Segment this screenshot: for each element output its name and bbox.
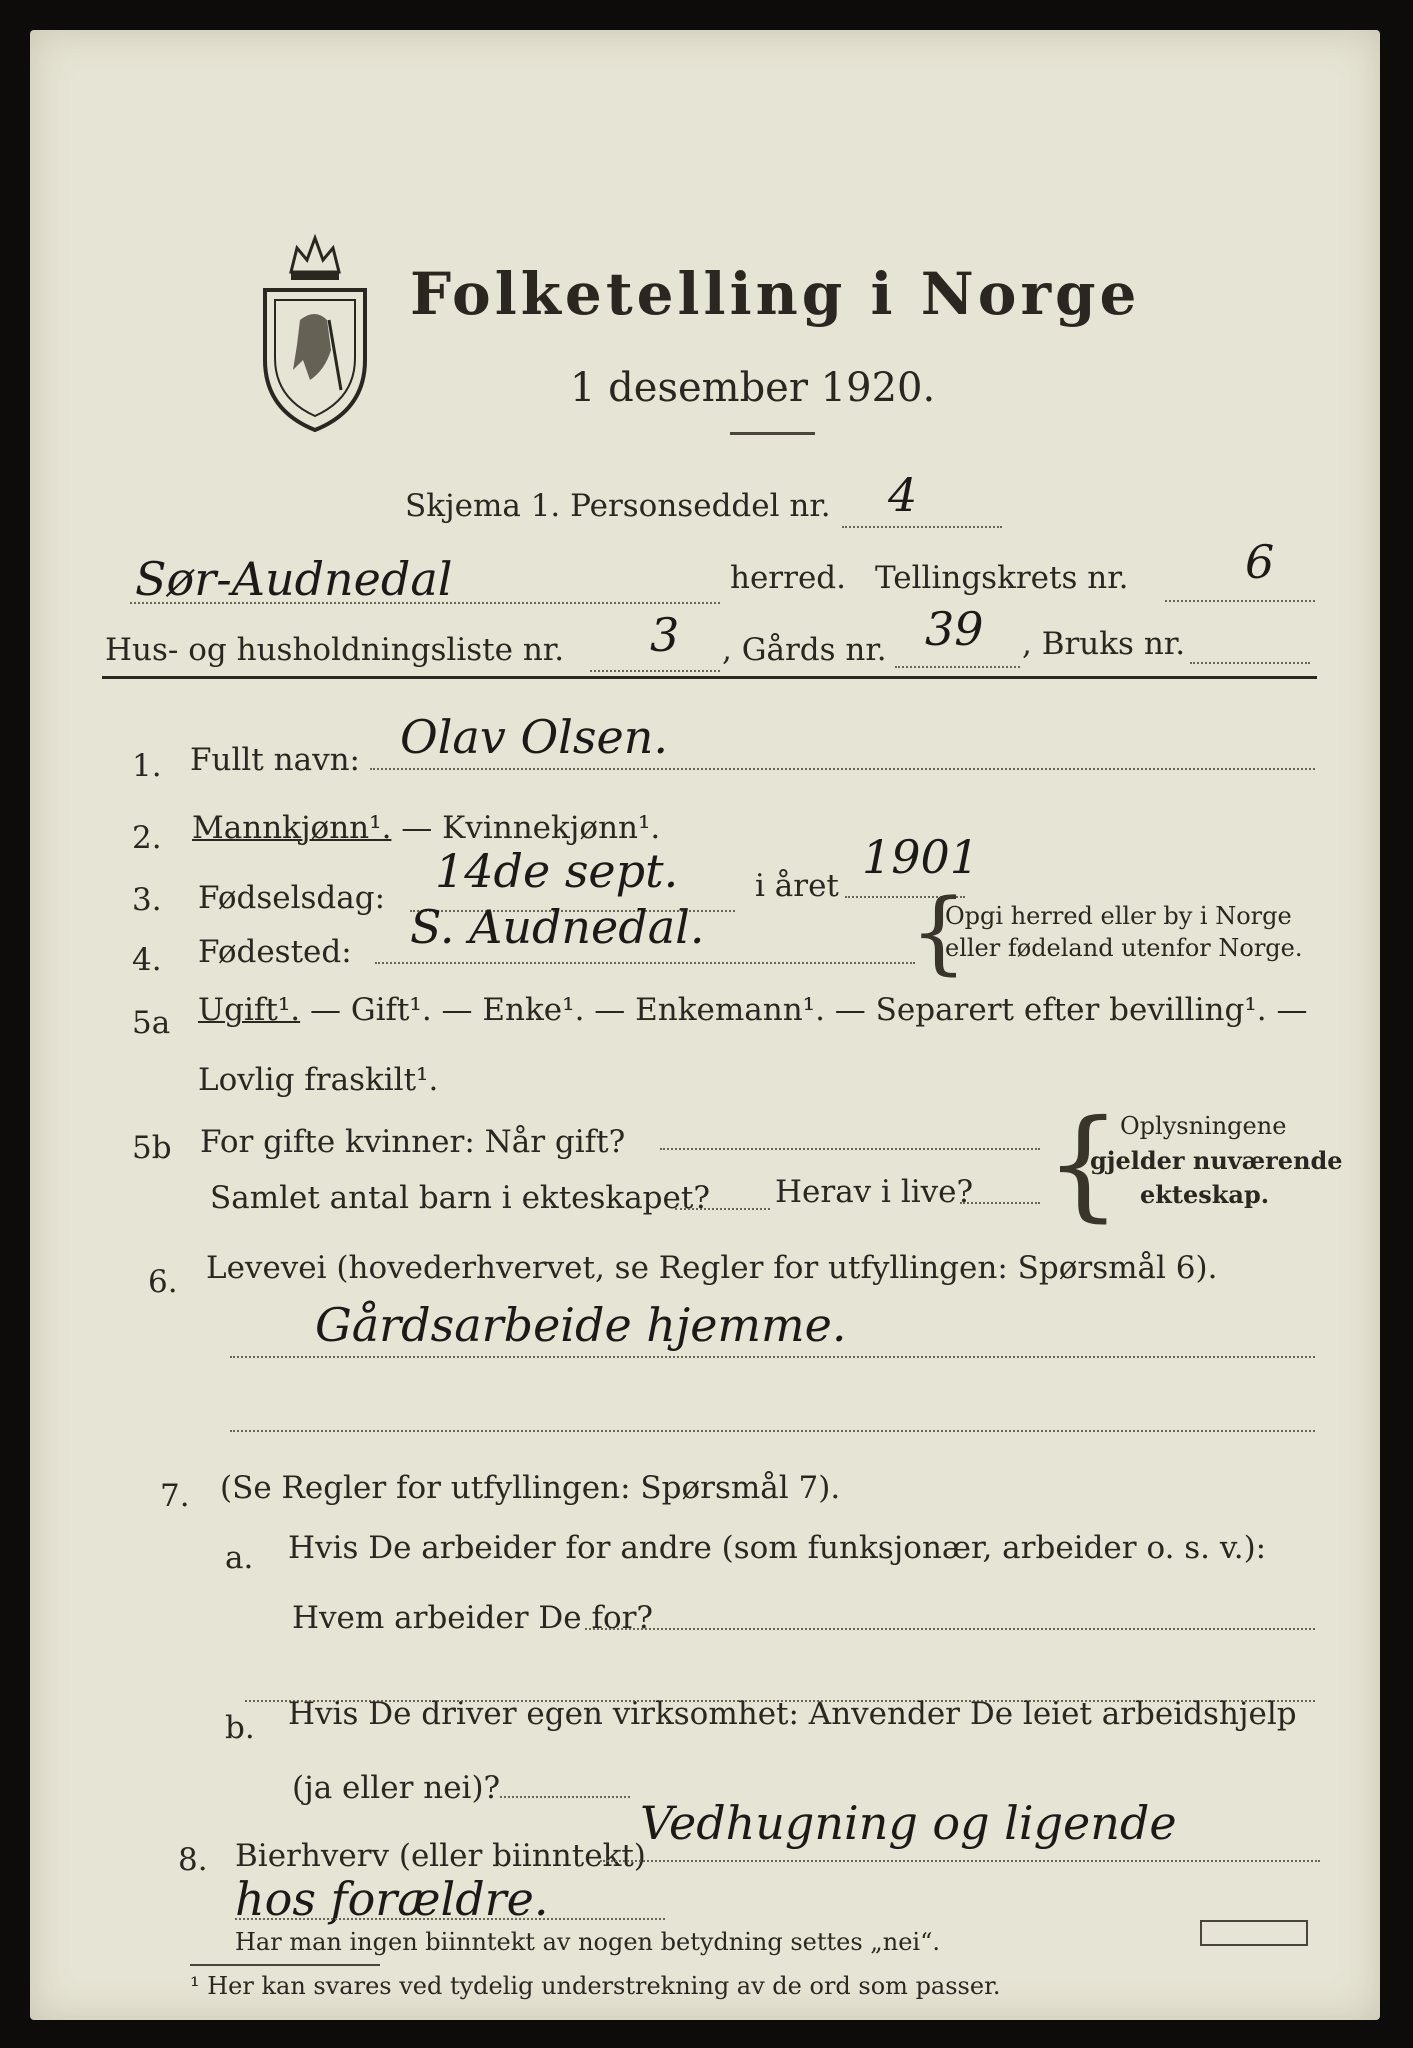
q4-note-line2: eller fødeland utenfor Norge. xyxy=(945,934,1303,962)
q4-number: 4. xyxy=(132,942,162,978)
q1-number: 1. xyxy=(132,748,162,784)
personseddel-nr-value: 4 xyxy=(888,468,918,522)
q5b-note-line3: ekteskap. xyxy=(1140,1180,1270,1209)
q7a-dotline xyxy=(585,1628,1315,1630)
q6-value: Gårdsarbeide hjemme. xyxy=(315,1298,847,1352)
q5b-barn-dotline xyxy=(675,1208,770,1210)
q8-number: 8. xyxy=(178,1842,208,1878)
q4-brace: { xyxy=(910,880,968,985)
q7a-label2: Hvem arbeider De for? xyxy=(292,1600,654,1636)
printer-mark xyxy=(1200,1920,1308,1946)
q5a-options xyxy=(198,992,1307,1028)
hus-dotline xyxy=(590,670,720,672)
hus-nr-value: 3 xyxy=(650,608,680,662)
q7-label: (Se Regler for utfyllingen: Spørsmål 7). xyxy=(220,1470,841,1506)
q5b-number: 5b xyxy=(132,1130,172,1166)
footnote: ¹ Her kan svares ved tydelig understrekning av de ord som passer. xyxy=(190,1972,1001,2000)
q6-dotline-1 xyxy=(230,1356,1315,1358)
q8-value-line2: hos forældre. xyxy=(235,1872,549,1926)
herred-label: herred. xyxy=(730,560,846,596)
q2-number: 2. xyxy=(132,820,162,856)
form-title: Folketelling i Norge xyxy=(410,260,1141,328)
q1-dotline xyxy=(370,768,1315,770)
tellingskrets-dotline xyxy=(1165,600,1315,602)
bruks-label: , Bruks nr. xyxy=(1022,626,1186,662)
municipality-dotline xyxy=(130,602,720,604)
q7b-label: Hvis De driver egen virksomhet: Anvender De leiet arbeidshjelp xyxy=(288,1696,1297,1732)
q1-label: Fullt navn: xyxy=(190,742,360,778)
tellingskrets-label: Tellingskrets nr. xyxy=(875,560,1129,596)
q3-number: 3. xyxy=(132,882,162,918)
q8-note: Har man ingen biinntekt av nogen betydning settes „nei“. xyxy=(235,1928,940,1956)
q2-options xyxy=(192,810,660,846)
tellingskrets-nr-value: 6 xyxy=(1245,535,1275,589)
q5b-gift-dotline xyxy=(660,1148,1040,1150)
q5b-herav-dotline xyxy=(960,1202,1040,1204)
q3-year-value: 1901 xyxy=(862,830,980,884)
q8-label: Bierhverv (eller biinntekt) xyxy=(235,1838,646,1874)
q5b-label2: Samlet antal barn i ekteskapet? xyxy=(210,1180,710,1216)
q7a-label: Hvis De arbeider for andre (som funksjonær, arbeider o. s. v.): xyxy=(288,1530,1267,1566)
census-form-sheet xyxy=(30,30,1380,2020)
bruks-dotline xyxy=(1190,662,1310,664)
footnote-divider xyxy=(190,1964,380,1966)
gards-nr-value: 39 xyxy=(925,602,984,656)
q7b-dotline xyxy=(500,1796,630,1798)
q2-kvinnekjonn: — Kvinnekjønn¹. xyxy=(391,810,661,846)
header-rule xyxy=(102,676,1317,679)
q5a-other-options: — Gift¹. — Enke¹. — Enkemann¹. — Separert efter bevilling¹. — xyxy=(300,992,1308,1028)
q4-value: S. Audnedal. xyxy=(410,900,705,954)
q4-dotline xyxy=(375,962,915,964)
municipality-value: Sør-Audnedal xyxy=(135,552,453,606)
gards-dotline xyxy=(895,666,1020,668)
coat-of-arms-icon xyxy=(245,220,385,435)
q6-label: Levevei (hovederhvervet, se Regler for utfyllingen: Spørsmål 6). xyxy=(206,1250,1218,1286)
q8-dotline xyxy=(600,1860,1320,1862)
q5b-herav-label: Herav i live? xyxy=(775,1174,974,1210)
q8-value: Vedhugning og ligende xyxy=(640,1796,1177,1850)
q7a-letter: a. xyxy=(225,1540,254,1576)
q1-value: Olav Olsen. xyxy=(400,710,668,764)
gards-label: , Gårds nr. xyxy=(722,632,887,668)
q5a-line2: Lovlig fraskilt¹. xyxy=(198,1062,439,1098)
q5b-note-line2: gjelder nuværende xyxy=(1090,1146,1343,1175)
q4-note-line1: Opgi herred eller by i Norge xyxy=(945,902,1292,930)
q6-dotline-2 xyxy=(230,1430,1315,1432)
q2-mannkjonn: Mannkjønn¹. xyxy=(192,810,392,846)
q5b-note-line1: Oplysningene xyxy=(1120,1112,1287,1140)
hus-label: Hus- og husholdningsliste nr. xyxy=(105,632,565,668)
personseddel-dotline xyxy=(842,526,1002,528)
q7-number: 7. xyxy=(160,1478,190,1514)
q5b-label: For gifte kvinner: Når gift? xyxy=(200,1124,626,1160)
q3-label: Fødselsdag: xyxy=(198,880,386,916)
q7b-label2: (ja eller nei)? xyxy=(292,1770,501,1806)
q5a-number: 5a xyxy=(132,1005,171,1041)
schema-label: Skjema 1. Personseddel nr. xyxy=(405,488,831,524)
q8-dotline-2 xyxy=(235,1918,665,1920)
q3-value: 14de sept. xyxy=(435,844,679,898)
q5a-ugift: Ugift¹. xyxy=(198,992,301,1028)
q4-label: Fødested: xyxy=(198,934,352,970)
q7b-letter: b. xyxy=(225,1710,255,1746)
q6-number: 6. xyxy=(148,1264,178,1300)
q5b-brace: { xyxy=(1045,1095,1122,1234)
title-divider xyxy=(730,432,815,435)
q3-year-label: i året xyxy=(755,868,839,904)
census-date: 1 desember 1920. xyxy=(570,365,936,411)
